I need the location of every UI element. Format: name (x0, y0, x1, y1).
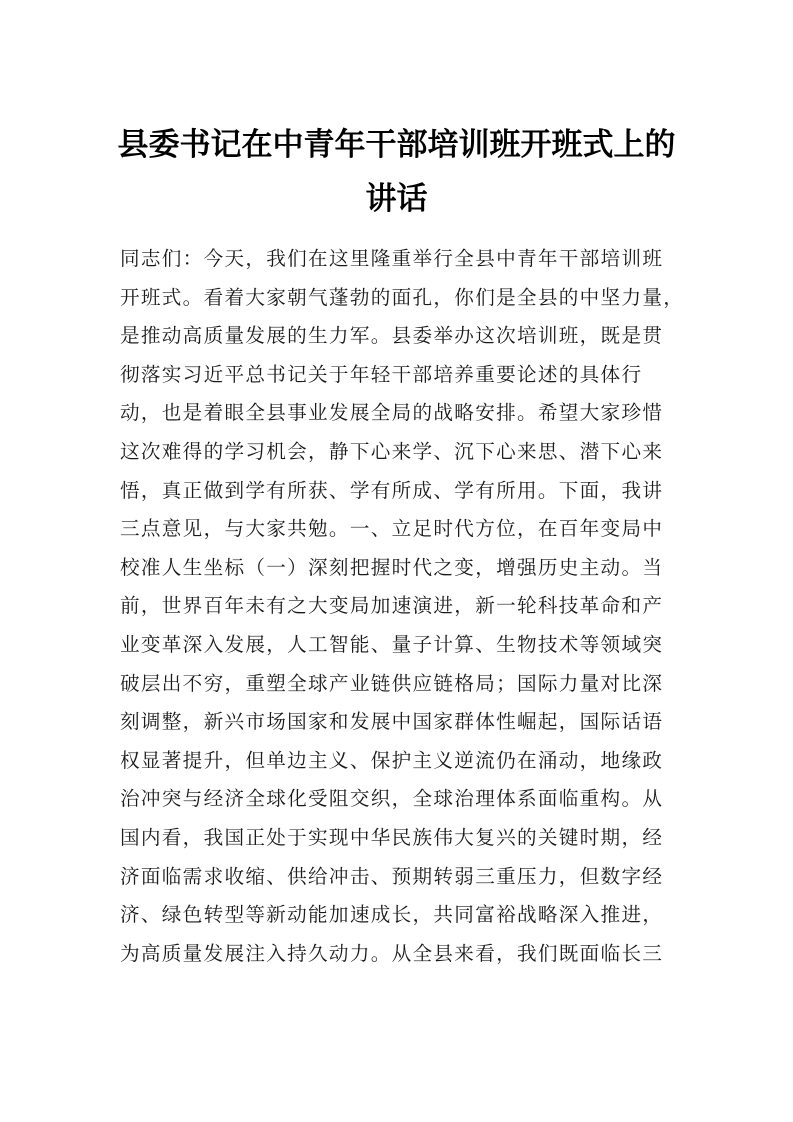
body-line: 校准人生坐标（一）深刻把握时代之变，增强历史主动。当 (120, 555, 664, 579)
body-line: 破层出不穷，重塑全球产业链供应链格局；国际力量对比深 (120, 671, 664, 695)
body-line: 前，世界百年未有之大变局加速演进，新一轮科技革命和产 (120, 594, 664, 618)
body-line: 这次难得的学习机会，静下心来学、沉下心来思、潜下心来 (120, 439, 664, 463)
body-line: 国内看，我国正处于实现中华民族伟大复兴的关键时期，经 (120, 825, 664, 849)
body-line: 三点意见，与大家共勉。一、立足时代方位，在百年变局中 (120, 517, 664, 541)
body-line: 治冲突与经济全球化受阻交织，全球治理体系面临重构。从 (120, 787, 664, 811)
body-line: 业变革深入发展，人工智能、量子计算、生物技术等领域突 (120, 632, 664, 656)
body-line: 权显著提升，但单边主义、保护主义逆流仍在涌动，地缘政 (120, 748, 664, 772)
body-line: 开班式。看着大家朝气蓬勃的面孔，你们是全县的中坚力量， (120, 285, 685, 309)
body-line: 同志们：今天，我们在这里隆重举行全县中青年干部培训班 (120, 247, 664, 270)
body-line: 是推动高质量发展的生力军。县委举办这次培训班，既是贯 (120, 324, 664, 348)
body-line: 动，也是着眼全县事业发展全局的战略安排。希望大家珍惜 (120, 401, 664, 425)
body-line: 为高质量发展注入持久动力。从全县来看，我们既面临长三 (120, 941, 664, 965)
body-line: 彻落实习近平总书记关于年轻干部培养重要论述的具体行 (120, 362, 643, 386)
body-line: 济面临需求收缩、供给冲击、预期转弱三重压力，但数字经 (120, 864, 664, 888)
body-line: 悟，真正做到学有所获、学有所成、学有所用。下面，我讲 (120, 478, 664, 502)
body-line: 济、绿色转型等新动能加速成长，共同富裕战略深入推进， (120, 903, 664, 927)
title-line-2: 讲话 (365, 181, 428, 217)
title-line-1: 县委书记在中青年干部培训班开班式上的 (117, 127, 676, 163)
body-line: 刻调整，新兴市场国家和发展中国家群体性崛起，国际话语 (120, 710, 664, 734)
speech-body (120, 240, 685, 973)
document-title (100, 118, 693, 226)
